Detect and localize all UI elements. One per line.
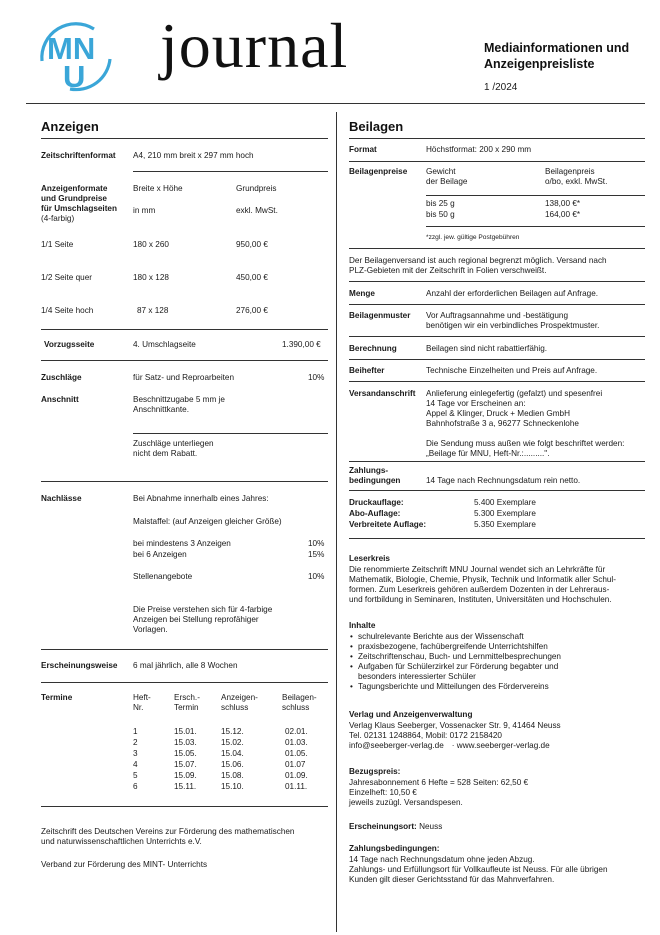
rule xyxy=(349,281,645,282)
zuschlaege-value: für Satz- und Reproarbeiten xyxy=(133,373,235,382)
leserkreis-text: Die renommierte Zeitschrift MNU Journal wendet sich an Lehrkräfte für Mathematik, Biologie, Chemie, Physik, Technik und Informatik aller Schul- formen. Zum Leserkreis gehören außerdem Dozenten in der Lehreraus- und fortbildung in Seminaren, Instituten, Universitäten und Hochschulen. xyxy=(349,565,616,604)
vorzug-price: 1.390,00 € xyxy=(282,340,321,349)
rule xyxy=(41,806,328,807)
erscheinungsort: Erscheinungsort: Neuss xyxy=(349,822,443,831)
verlag-text: Verlag Klaus Seeberger, Vossenacker Str. 9, 41464 Neuss Tel. 02131 1248864, Mobil: 0172 2158420 info@seeberger-verlag.de · www.seeberger-verlag.de xyxy=(349,721,561,750)
anzeigen-heading: Anzeigen xyxy=(41,119,99,134)
muster-label: Beilagenmuster xyxy=(349,311,411,320)
rule xyxy=(426,226,645,227)
nachlaesse-value: Bei Abnahme innerhalb eines Jahres: xyxy=(133,494,269,503)
mind3-pct: 10% xyxy=(308,539,325,548)
rule xyxy=(349,381,645,382)
menge-value: Anzahl der erforderlichen Beilagen auf Anfrage. xyxy=(426,289,599,298)
rule xyxy=(349,490,645,491)
journal-title: journal xyxy=(160,10,349,81)
list-item: • schulrelevante Berichte aus der Wissenschaft xyxy=(349,632,645,642)
druckauflage-value: 5.400 Exemplare xyxy=(474,498,536,507)
format-value: A4, 210 mm breit x 297 mm hoch xyxy=(133,151,254,160)
rule xyxy=(41,138,328,139)
rule xyxy=(349,336,645,337)
beilagen-heading: Beilagen xyxy=(349,119,404,134)
muster-value: Vor Auftragsannahme und -bestätigung benötigen wir ein verbindliches Prospektmuster. xyxy=(426,311,600,330)
bezugspreis-text: Jahresabonnement 6 Hefte = 528 Seiten: 62,50 € Einzelheft: 10,50 € jeweils zuzügl. Versandspesen. xyxy=(349,778,529,807)
nachlaesse-label: Nachlässe xyxy=(41,494,82,503)
erscheinung-value: 6 mal jährlich, alle 8 Wochen xyxy=(133,661,238,670)
beihefter-label: Beihefter xyxy=(349,366,385,375)
r-format-label: Format xyxy=(349,145,377,154)
media-info-title: Mediainformationen und Anzeigenpreisliste xyxy=(484,41,630,72)
stellen: Stellenangebote xyxy=(133,572,193,581)
rule xyxy=(349,138,645,139)
beilagenpreis-header: Beilagenpreis o/bo, exkl. MwSt. xyxy=(545,167,608,186)
email-link[interactable]: info@seeberger-verlag.de xyxy=(349,741,444,750)
zahlungsbedingungen-value: 14 Tage nach Rechnungsdatum rein netto. xyxy=(426,476,581,485)
rule xyxy=(41,682,328,683)
verbreitete-value: 5.350 Exemplare xyxy=(474,520,536,529)
termine-label: Termine xyxy=(41,693,73,702)
logo xyxy=(36,19,116,93)
header-rule xyxy=(26,103,645,104)
footer-mint: Verband zur Förderung des MINT- Unterrichts xyxy=(41,860,208,869)
mind3: bei mindestens 3 Anzeigen xyxy=(133,539,231,548)
zuschlaege-label: Zuschläge xyxy=(41,373,82,382)
abo-label: Abo-Auflage: xyxy=(349,509,401,518)
list-item: • Zeitschriftenschau, Buch- und Lernmittelbesprechungen xyxy=(349,652,645,662)
zahlungsbedingungen2-label: Zahlungsbedingungen: xyxy=(349,844,440,853)
versand-note: Der Beilagenversand ist auch regional begrenzt möglich. Versand nach PLZ-Gebieten mit der Zeitschrift in Folien verschweißt. xyxy=(349,256,607,275)
formats-label: Anzeigenformate und Grundpreise für Umschlagseiten (4-farbig) xyxy=(41,184,117,223)
preise-note: Die Preise verstehen sich für 4-farbige Anzeigen bei Stellung reprofähiger Vorlagen. xyxy=(133,605,273,634)
verbreitete-label: Verbreitete Auflage: xyxy=(349,520,427,529)
rabatt-note: Zuschläge unterliegen nicht dem Rabatt. xyxy=(133,439,214,458)
zahlungsbedingungen-label: Zahlungs- bedingungen xyxy=(349,466,401,485)
column-divider xyxy=(336,112,337,932)
stellen-pct: 10% xyxy=(308,572,325,581)
rule xyxy=(41,481,328,482)
rule xyxy=(41,329,328,330)
druckauflage-label: Druckauflage: xyxy=(349,498,404,507)
erscheinung-label: Erscheinungsweise xyxy=(41,661,118,670)
rule xyxy=(133,433,328,434)
zahlungsbedingungen2-text: 14 Tage nach Rechnungsdatum ohne jeden Abzug. Zahlungs- und Erfüllungsort für Vollkaufleute ist Neuss. Für alle übrigen Kunden gilt dieser Gerichtsstand für das Mahnverfahren. xyxy=(349,855,608,884)
leserkreis-label: Leserkreis xyxy=(349,554,390,563)
menge-label: Menge xyxy=(349,289,375,298)
malstaffel: Malstaffel: (auf Anzeigen gleicher Größe) xyxy=(133,517,282,526)
rule xyxy=(426,195,645,196)
versandanschrift-label: Versandanschrift xyxy=(349,389,416,398)
abo-value: 5.300 Exemplare xyxy=(474,509,536,518)
versandanschrift-value: Anlieferung einlegefertig (gefalzt) und spesenfrei 14 Tage vor Erscheinen an: Appel & Klinger, Druck + Medien GmbH Bahnhofstraße 3 a, 96277 Schneckenlohe Die Sendung muss außen wie folgt beschriftet werden: „Beilage für MNU, Heft-Nr.:.........". xyxy=(426,389,625,458)
rule xyxy=(349,304,645,305)
mind6-pct: 15% xyxy=(308,550,325,559)
berechnung-value: Beilagen sind nicht rabattierfähig. xyxy=(426,344,548,353)
rule xyxy=(41,649,328,650)
price-header: Grundpreis exkl. MwSt. xyxy=(236,184,278,215)
svg-text:MN: MN xyxy=(47,31,96,66)
vorzug-value: 4. Umschlagseite xyxy=(133,340,196,349)
issue-number: 1 /2024 xyxy=(484,82,518,93)
rule xyxy=(349,461,645,462)
berechnung-label: Berechnung xyxy=(349,344,397,353)
svg-text:U: U xyxy=(63,59,86,93)
format-label: Zeitschriftenformat xyxy=(41,151,116,160)
website-link[interactable]: · www.seeberger-verlag.de xyxy=(451,741,550,750)
bezugspreis-label: Bezugspreis: xyxy=(349,767,401,776)
list-item: • praxisbezogene, fachübergreifende Unterrichtshilfen xyxy=(349,642,645,652)
mind6: bei 6 Anzeigen xyxy=(133,550,187,559)
rule xyxy=(41,360,328,361)
rule xyxy=(349,359,645,360)
r-format-value: Höchstformat: 200 x 290 mm xyxy=(426,145,532,154)
beilagenpreise-label: Beilagenpreise xyxy=(349,167,408,176)
list-item: • Tagungsberichte und Mitteilungen des Fördervereins xyxy=(349,682,645,692)
gewicht-header: Gewicht der Beilage xyxy=(426,167,468,186)
rule xyxy=(349,538,645,539)
zuschlaege-pct: 10% xyxy=(308,373,325,382)
vorzug-label: Vorzugsseite xyxy=(44,340,95,349)
rule xyxy=(349,248,645,249)
mnu-logo-icon xyxy=(36,19,116,93)
inhalte-list xyxy=(349,632,645,692)
beihefter-value: Technische Einzelheiten und Preis auf Anfrage. xyxy=(426,366,598,375)
anschnitt-label: Anschnitt xyxy=(41,395,79,404)
size-header: Breite x Höhe in mm xyxy=(133,184,183,215)
inhalte-label: Inhalte xyxy=(349,621,376,630)
anschnitt-value: Beschnittzugabe 5 mm je Anschnittkante. xyxy=(133,395,225,414)
footer-verein: Zeitschrift des Deutschen Vereins zur Förderung des mathematischen und naturwissenschaftlichen Unterrichts e.V. xyxy=(41,827,295,846)
postgebuehren-note: *zzgl. jew. gültige Postgebühren xyxy=(426,234,520,241)
verlag-label: Verlag und Anzeigenverwaltung xyxy=(349,710,473,719)
list-item: • Aufgaben für Schülerzirkel zur Förderung begabter und besonders interessierter Schüler xyxy=(349,662,645,682)
rule xyxy=(133,171,328,172)
rule xyxy=(349,161,645,162)
